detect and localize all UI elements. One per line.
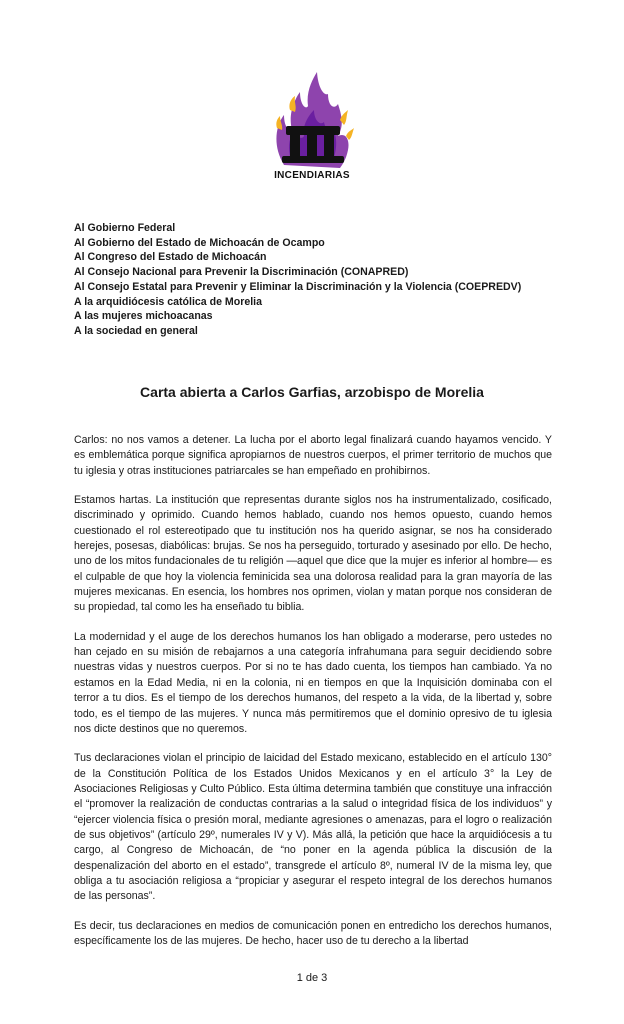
recipient-line: Al Gobierno del Estado de Michoacán de Ocampo [74, 236, 325, 249]
page-number: 1 de 3 [296, 972, 328, 984]
body-paragraph: Tus declaraciones violan el principio de laicidad del Estado mexicano, establecido en el artículo 130° de la Constitución Política de los Estados Unidos Mexicanos y en el artículo 3° la Ley de Asociaciones Religiosas y Culto Público. Esta última determina también que constituye una infracción el “promover la realización de conductas contrarias a la salud o integridad física de los individuos” y “ejercer violencia física o presión moral, mediante agresiones o amenazas, para el logro o realización de sus objetivos” (artículo 29º, numerales IV y V). Más allá, la petición que hace la arquidiócesis a tu cargo, al Congreso de Michoacán, de “no poner en la agenda pública la discusión de la despenalización del aborto en el estado”, transgrede el artículo 8º, numeral IV de la misma ley, que obliga a tu asociación religiosa a “propiciar y asegurar el respeto integral de los derechos humanos de las personas”. [74, 752, 552, 903]
recipient-line: Al Gobierno Federal [74, 222, 176, 234]
body-paragraph: Estamos hartas. La institución que representas durante siglos nos ha instrumentalizado, cosificado, discriminado y oprimido. Cuando hemos hablado, cuando nos hemos opuesto, cuando hemos cuestionado el rol estereotipado que tu institución nos ha querido asignar, se nos ha considerado herejes, posesas, diabólicas: brujas. Se nos ha perseguido, torturado y asesinado por ello. De hecho, uno de los mitos fundacionales de tu religión —aquel que dice que la mujer es inferior al hombre— es el culpable de que hoy la violencia feminicida sea una dolorosa realidad para la gran mayoría de las mujeres mexicanas. En esencia, los hombres nos oprimen, violan y matan porque nos consideran de su propiedad, tal como les ha enseñado tu biblia. [74, 494, 552, 614]
logo-text: INCENDIARIAS [274, 170, 350, 181]
letter-body [74, 433, 552, 963]
recipient-list [74, 221, 574, 339]
flame-pyre-icon [262, 70, 362, 182]
body-paragraph: Es decir, tus declaraciones en medios de comunicación ponen en entredicho los derechos humanos, específicamente los de las mujeres. De hecho, hacer uso de tu derecho a la libertad [74, 919, 552, 947]
recipient-line: A la arquidiócesis católica de Morelia [74, 295, 263, 308]
body-paragraph: La modernidad y el auge de los derechos humanos los han obligado a moderarse, pero ustedes no han cejado en su misión de rebajarnos a una categoría infrahumana para seguir decidiendo sobre nuestras vidas y nuestros cuerpos. Por si no te has dado cuenta, los tiempos han cambiado. Ya no estamos en la Edad Media, ni en la colonia, ni en tiempos en que la Inquisición dominaba con el terror a tu dios. Es el tiempo de los derechos humanos, del respeto a la vida, de la libertad y, sobre todo, es el tiempo de las mujeres. Y nunca más permitiremos que el dominio opresivo de tu iglesia nos dicte destinos que no queremos. [74, 630, 552, 735]
body-paragraph: Carlos: no nos vamos a detener. La lucha por el aborto legal finalizará cuando hayamos vencido. Y es emblemática porque significa apropiarnos de nuestros cuerpos, el primer territorio de muchos que tu iglesia y otras instituciones patriarcales se han empeñado en prohibirnos. [74, 434, 552, 477]
recipient-line: Al Congreso del Estado de Michoacán [74, 251, 267, 264]
letter-title: Carta abierta a Carlos Garfias, arzobispo de Morelia [140, 384, 484, 400]
recipient-line: A las mujeres michoacanas [74, 310, 213, 323]
recipient-line: A la sociedad en general [74, 324, 198, 337]
incendiarias-logo [262, 70, 362, 190]
recipient-line: Al Consejo Nacional para Prevenir la Discriminación (CONAPRED) [74, 266, 409, 279]
recipient-line: Al Consejo Estatal para Prevenir y Eliminar la Discriminación y la Violencia (COEPREDV) [74, 280, 522, 293]
